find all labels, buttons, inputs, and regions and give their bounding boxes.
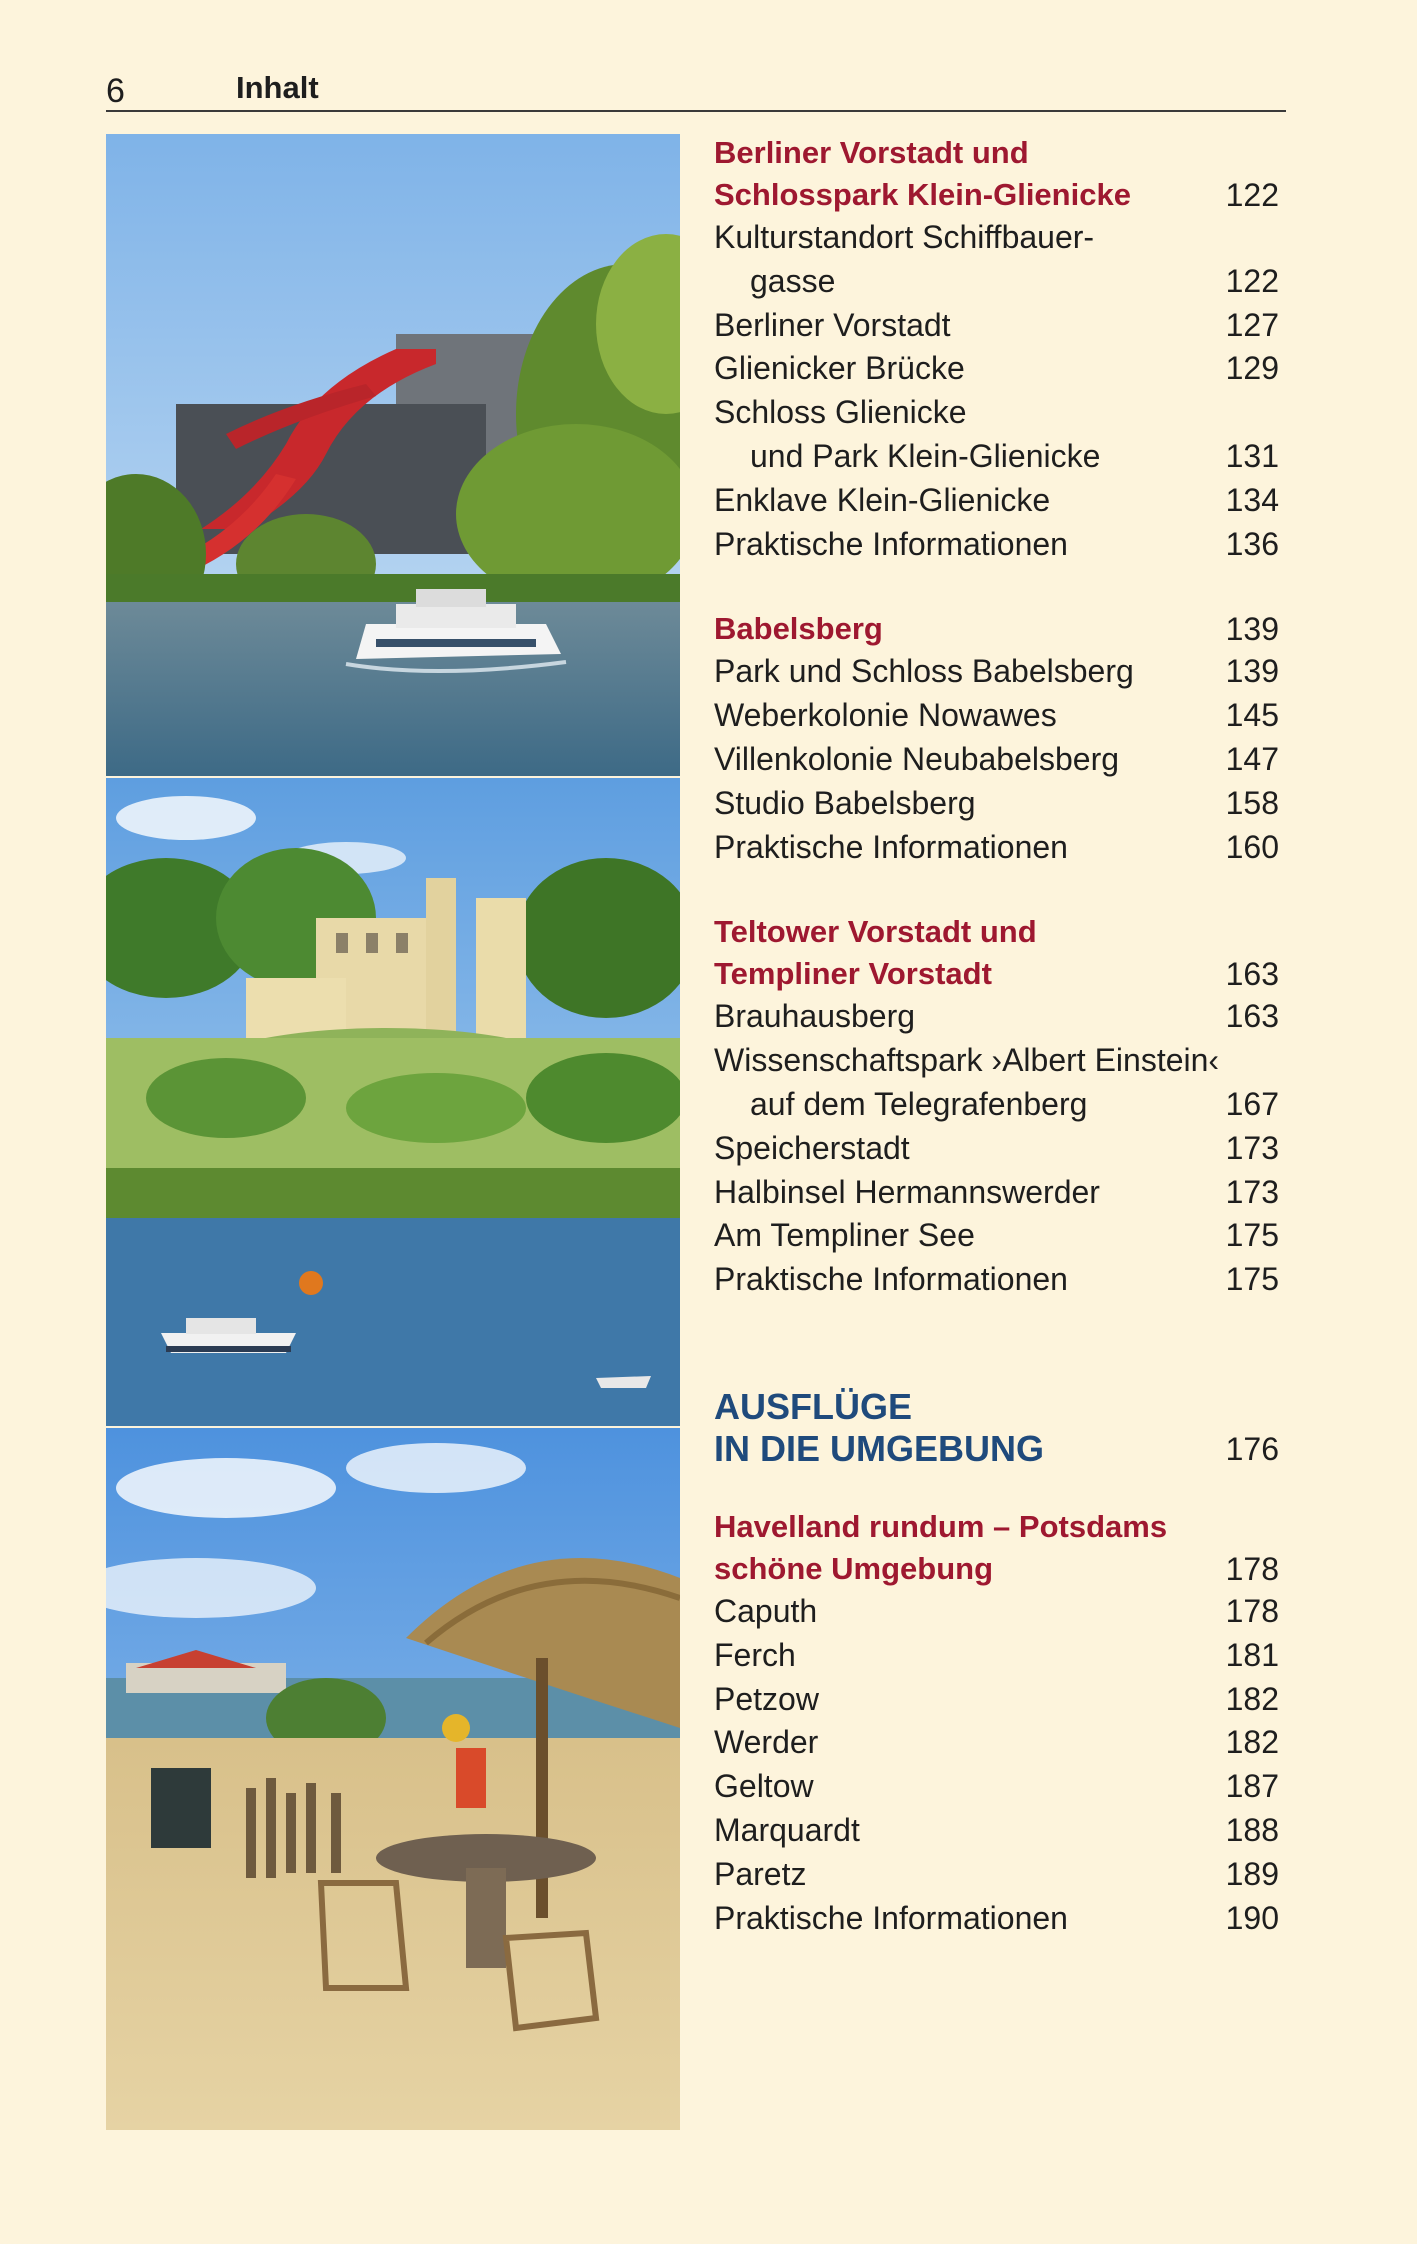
- page-ref: 131: [1225, 437, 1279, 474]
- toc-entry-petzow[interactable]: [714, 1678, 1279, 1722]
- toc-entry-paretz[interactable]: [714, 1853, 1279, 1897]
- toc-entry-geltow[interactable]: [714, 1765, 1279, 1809]
- entry-title: Praktische Informationen: [714, 525, 1068, 562]
- page-ref: 173: [1225, 1129, 1279, 1166]
- main-chapter-title-line: IN DIE UMGEBUNG: [714, 1427, 1045, 1469]
- chapter-title-line: Babelsberg: [714, 611, 883, 647]
- chapter-title-line: Templiner Vorstadt: [714, 956, 992, 992]
- page-ref: 122: [1225, 262, 1279, 299]
- chapter-title-line: Schlosspark Klein-Glienicke: [714, 177, 1131, 212]
- toc-entry-praktische-3[interactable]: [714, 1258, 1279, 1302]
- page-ref: 178: [1225, 1592, 1279, 1629]
- page-number: 6: [106, 72, 125, 110]
- toc-entry-enklave[interactable]: [714, 479, 1279, 523]
- page-ref: 175: [1225, 1261, 1279, 1298]
- toc-entry-hermannswerder[interactable]: [714, 1171, 1279, 1215]
- entry-title: Werder: [714, 1724, 819, 1761]
- page-ref: 188: [1225, 1811, 1279, 1848]
- page-ref: 139: [1225, 653, 1279, 690]
- entry-title: Berliner Vorstadt: [714, 306, 951, 343]
- chapter-title-line: Teltower Vorstadt und: [714, 914, 1037, 950]
- page-ref: 122: [1225, 177, 1279, 213]
- toc-entry-templiner-see[interactable]: [714, 1214, 1279, 1258]
- page-ref: 129: [1225, 350, 1279, 387]
- entry-title: Park und Schloss Babelsberg: [714, 653, 1134, 690]
- toc-entry-villenkolonie[interactable]: [714, 738, 1279, 782]
- toc-entry-wissenschaftspark[interactable]: [714, 1039, 1279, 1127]
- entry-title: Speicherstadt: [714, 1129, 910, 1166]
- chapter-title-line: Berliner Vorstadt und: [714, 135, 1029, 170]
- entry-title: Kulturstandort Schiffbauer-: [714, 219, 1095, 255]
- toc-entry-werder[interactable]: [714, 1721, 1279, 1765]
- entry-title: Paretz: [714, 1855, 807, 1892]
- entry-title: Wissenschaftspark ›Albert Einstein‹: [714, 1042, 1220, 1079]
- page-ref: 182: [1225, 1724, 1279, 1761]
- page-ref: 134: [1225, 481, 1279, 518]
- main-chapter-ausfluege[interactable]: [714, 1386, 1279, 1470]
- entry-title: Halbinsel Hermannswerder: [714, 1173, 1100, 1210]
- page-ref: 182: [1225, 1680, 1279, 1717]
- photo-beach-bar: [106, 1428, 680, 2130]
- toc-entry-schiffbauergasse[interactable]: [714, 216, 1279, 304]
- entry-title: Villenkolonie Neubabelsberg: [714, 740, 1120, 777]
- entry-title: Am Templiner See: [714, 1217, 975, 1254]
- toc-entry-schloss-glienicke[interactable]: [714, 391, 1279, 479]
- entry-title: Schloss Glienicke: [714, 394, 967, 431]
- entry-title: Praktische Informationen: [714, 1261, 1068, 1298]
- entry-title: Petzow: [714, 1680, 819, 1717]
- entry-title: Enklave Klein-Glienicke: [714, 481, 1051, 518]
- page-ref: 145: [1225, 697, 1279, 734]
- page-ref: 163: [1225, 998, 1279, 1035]
- entry-title: Praktische Informationen: [714, 1899, 1068, 1936]
- page-ref: 176: [1225, 1430, 1279, 1467]
- toc-entry-praktische-4[interactable]: [714, 1897, 1279, 1941]
- toc-entry-praktische-2[interactable]: [714, 826, 1279, 870]
- page-ref: 178: [1225, 1550, 1279, 1587]
- chapter-babelsberg[interactable]: [714, 608, 1279, 650]
- chapter-title-line: Havelland rundum – Potsdams: [714, 1508, 1168, 1544]
- table-of-contents: [714, 132, 1279, 1940]
- entry-title-cont: auf dem Telegrafenberg: [750, 1085, 1088, 1122]
- chapter-berliner-vorstadt[interactable]: [714, 132, 1279, 216]
- toc-entry-berliner-vorstadt[interactable]: [714, 304, 1279, 348]
- toc-entry-studio-babelsberg[interactable]: [714, 782, 1279, 826]
- entry-title: Glienicker Brücke: [714, 350, 965, 387]
- page-ref: 189: [1225, 1855, 1279, 1892]
- toc-entry-caputh[interactable]: [714, 1590, 1279, 1634]
- page-ref: 187: [1225, 1768, 1279, 1805]
- toc-entry-praktische-1[interactable]: [714, 523, 1279, 567]
- entry-title-cont: gasse: [750, 262, 836, 299]
- page-ref: 175: [1225, 1217, 1279, 1254]
- page-ref: 181: [1225, 1636, 1279, 1673]
- page-ref: 163: [1225, 956, 1279, 993]
- chapter-havelland[interactable]: [714, 1506, 1279, 1590]
- page-ref: 136: [1225, 525, 1279, 562]
- entry-title: Geltow: [714, 1768, 814, 1805]
- toc-entry-glienicker-bruecke[interactable]: [714, 347, 1279, 391]
- page-ref: 139: [1225, 611, 1279, 648]
- main-chapter-title-line: AUSFLÜGE: [714, 1385, 912, 1427]
- toc-entry-marquardt[interactable]: [714, 1809, 1279, 1853]
- entry-title: Weberkolonie Nowawes: [714, 697, 1057, 734]
- page-ref: 190: [1225, 1899, 1279, 1936]
- page-ref: 160: [1225, 828, 1279, 865]
- page-header: [106, 62, 1286, 112]
- page-ref: 147: [1225, 740, 1279, 777]
- entry-title: Praktische Informationen: [714, 828, 1068, 865]
- toc-entry-ferch[interactable]: [714, 1634, 1279, 1678]
- section-title: Inhalt: [236, 70, 319, 105]
- page-ref: 173: [1225, 1173, 1279, 1210]
- page-ref: 127: [1225, 306, 1279, 343]
- entry-title-cont: und Park Klein-Glienicke: [750, 437, 1101, 474]
- chapter-teltower-vorstadt[interactable]: [714, 911, 1279, 995]
- entry-title: Brauhausberg: [714, 998, 916, 1035]
- entry-title: Ferch: [714, 1636, 796, 1673]
- page-ref: 167: [1225, 1085, 1279, 1122]
- entry-title: Studio Babelsberg: [714, 784, 976, 821]
- photo-schloss-babelsberg: [106, 778, 680, 1426]
- entry-title: Marquardt: [714, 1811, 860, 1848]
- toc-entry-brauhausberg[interactable]: [714, 995, 1279, 1039]
- toc-entry-weberkolonie[interactable]: [714, 694, 1279, 738]
- chapter-title-line: schöne Umgebung: [714, 1550, 994, 1586]
- toc-entry-speicherstadt[interactable]: [714, 1127, 1279, 1171]
- photo-theater-river: [106, 134, 680, 776]
- toc-entry-park-schloss-babelsberg[interactable]: [714, 650, 1279, 694]
- entry-title: Caputh: [714, 1592, 818, 1629]
- page-ref: 158: [1225, 784, 1279, 821]
